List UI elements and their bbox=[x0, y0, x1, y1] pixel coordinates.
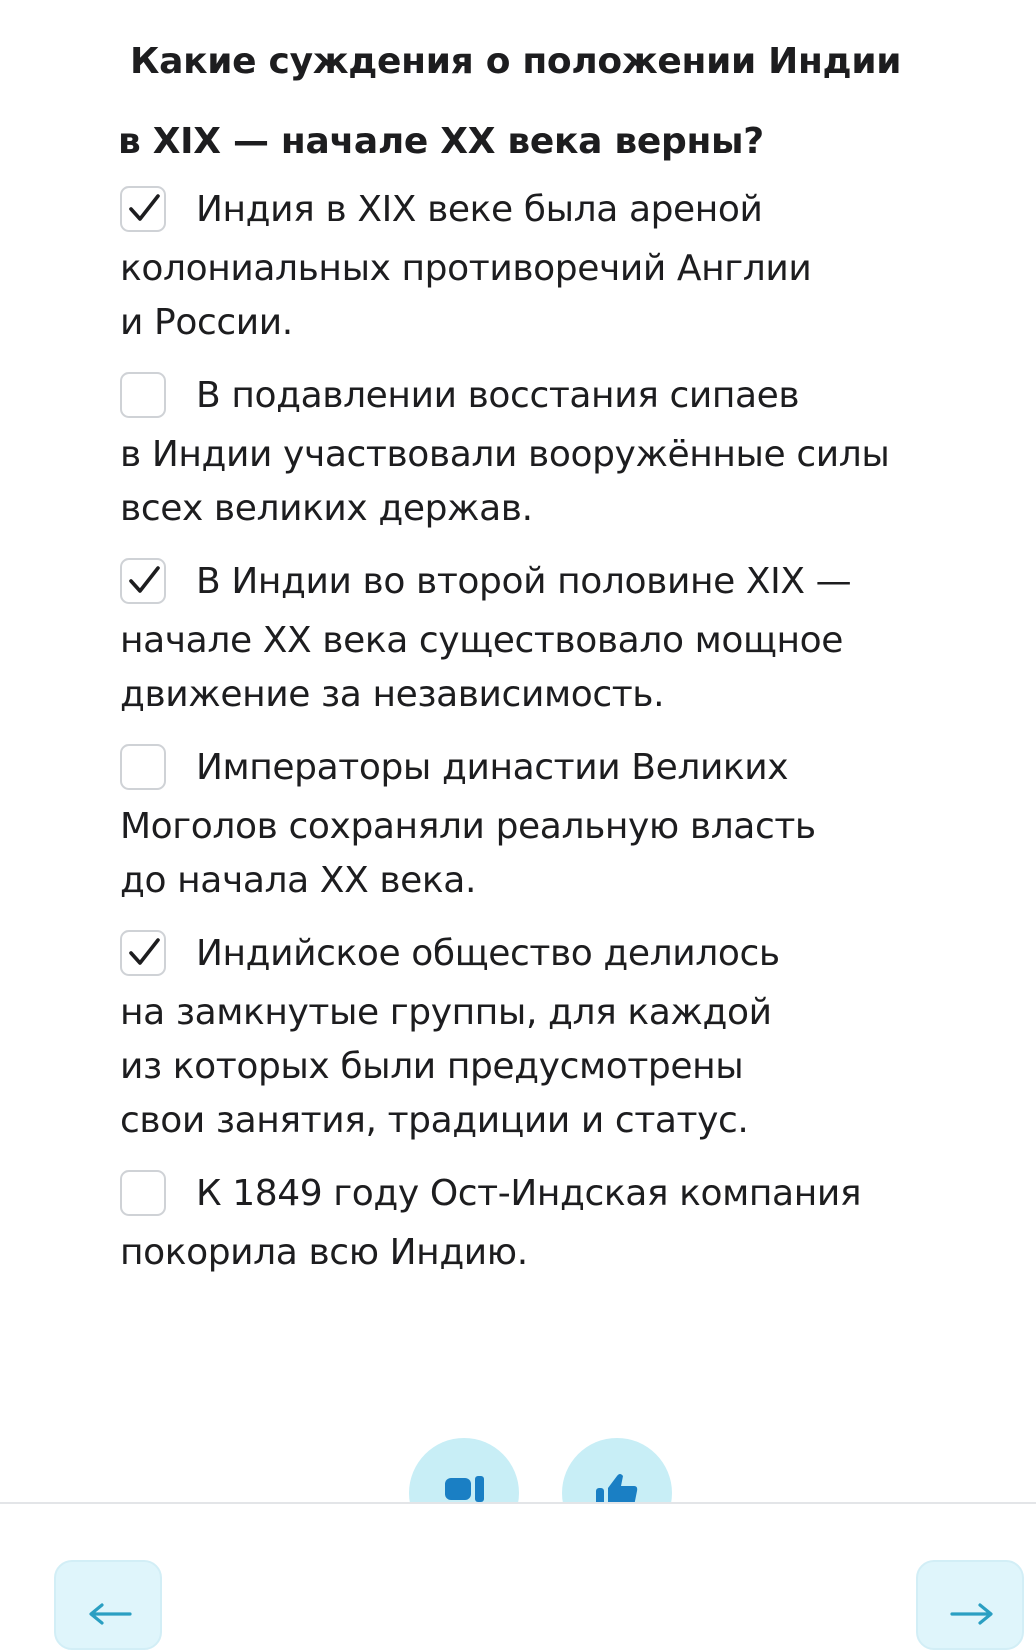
answer-options bbox=[120, 182, 1000, 1280]
checkmark-icon bbox=[125, 934, 163, 972]
answer-option-1[interactable] bbox=[120, 182, 1000, 350]
checkbox-checked[interactable] bbox=[120, 930, 166, 976]
option-text-line-1: В подавлении восстания сипаев bbox=[196, 375, 800, 416]
option-text-rest: на замкнутые группы, для каждой из которых были предусмотрены свои занятия, традиции и статус. bbox=[120, 992, 772, 1141]
answer-option-2[interactable] bbox=[120, 368, 1000, 536]
question-line-2: в XIX — начале XX века верны? bbox=[118, 121, 764, 162]
checkmark-icon bbox=[125, 190, 163, 228]
option-text-line-1: К 1849 году Ост-Индская компания bbox=[196, 1173, 862, 1214]
checkbox-unchecked[interactable] bbox=[120, 372, 166, 418]
option-text-rest: в Индии участвовали вооружённые силы всех великих держав. bbox=[120, 434, 890, 529]
question-line-1: Какие суждения о положении Индии bbox=[130, 41, 902, 82]
arrow-right-icon bbox=[948, 1602, 996, 1626]
option-text-line-1: Императоры династии Великих bbox=[196, 747, 789, 788]
prev-button[interactable] bbox=[54, 1560, 162, 1650]
checkbox-unchecked[interactable] bbox=[120, 744, 166, 790]
answer-option-5[interactable] bbox=[120, 926, 1000, 1148]
answer-option-3[interactable] bbox=[120, 554, 1000, 722]
answer-option-4[interactable] bbox=[120, 740, 1000, 908]
option-text-rest: Моголов сохраняли реальную власть до начала XX века. bbox=[120, 806, 816, 901]
option-text-line-1: В Индии во второй половине XIX — bbox=[196, 561, 852, 602]
question-title bbox=[118, 22, 978, 182]
checkbox-unchecked[interactable] bbox=[120, 1170, 166, 1216]
option-text-line-1: Индия в XIX веке была ареной bbox=[196, 189, 763, 230]
answer-option-6[interactable] bbox=[120, 1166, 1000, 1280]
checkbox-checked[interactable] bbox=[120, 558, 166, 604]
option-text-rest: начале XX века существовало мощное движение за независимость. bbox=[120, 620, 844, 715]
option-text-rest: колониальных противоречий Англии и России. bbox=[120, 248, 812, 343]
next-button[interactable] bbox=[916, 1560, 1024, 1650]
arrow-left-icon bbox=[86, 1602, 134, 1626]
checkbox-checked[interactable] bbox=[120, 186, 166, 232]
option-text-rest: покорила всю Индию. bbox=[120, 1232, 528, 1273]
checkmark-icon bbox=[125, 562, 163, 600]
option-text-line-1: Индийское общество делилось bbox=[196, 933, 780, 974]
